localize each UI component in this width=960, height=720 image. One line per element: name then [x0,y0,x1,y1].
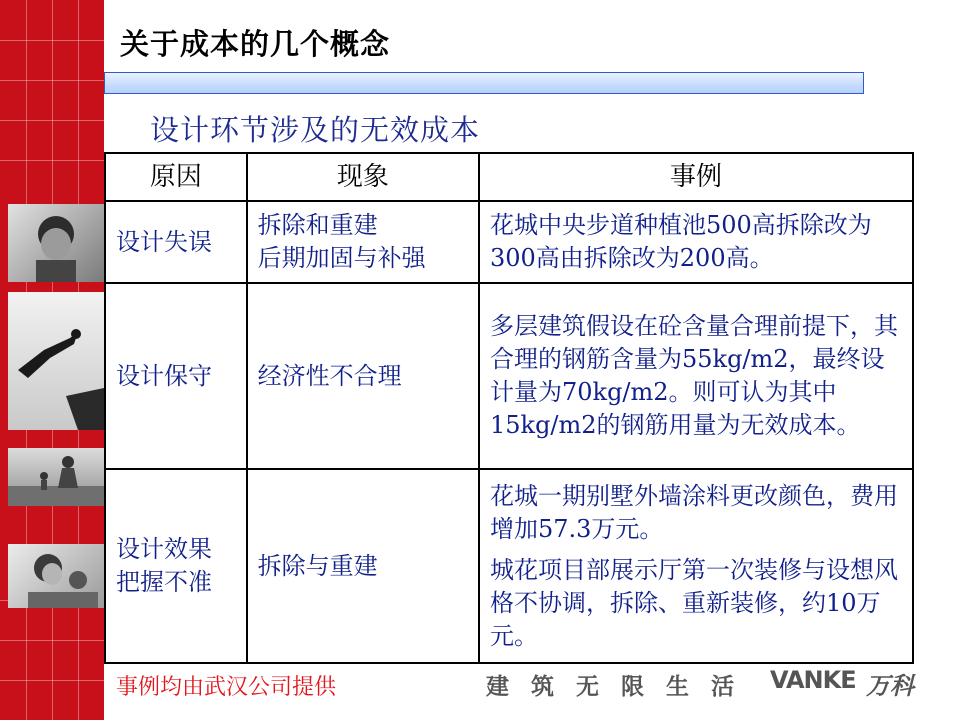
example-text: 花城一期别墅外墙涂料更改颜色，费用增加57.3万元。 [489,481,898,543]
cell-cause: 设计保守 [105,283,247,469]
photo-diver [8,292,104,430]
example-text: 花城中央步道种植池500高拆除改为300高由拆除改为200高。 [489,211,872,272]
cell-phenomenon [247,469,479,663]
header-example: 事例 [479,153,913,201]
vanke-logo-cn: 万科 [866,672,914,700]
cell-phenomenon [247,283,479,469]
table-header-row [105,153,913,201]
cell-cause: 设计失误 [105,201,247,283]
section-subtitle: 设计环节涉及的无效成本 [150,113,481,147]
cell-cause: 设计效果把握不准 [105,469,247,663]
cost-table [104,152,914,664]
cell-example [479,283,913,469]
phenomenon-line: 拆除和重建 [257,211,378,239]
header-cause: 原因 [105,153,247,201]
page-title: 关于成本的几个概念 [120,27,391,61]
photo-family [8,448,104,506]
cell-example [479,201,913,283]
phenomenon-line: 经济性不合理 [257,361,402,390]
footer-note: 事例均由武汉公司提供 [116,675,337,700]
table-row [105,201,913,283]
red-sidebar [0,0,104,720]
cell-phenomenon [247,201,479,283]
title-underline-bar [104,72,864,94]
phenomenon-line: 后期加固与补强 [257,244,426,272]
photo-child [8,204,104,282]
example-text: 城花项目部展示厅第一次装修与设想风格不协调，拆除、重新装修，约10万元。 [489,555,898,650]
table-row [105,469,913,663]
vanke-logo: VANKE [770,666,856,694]
header-phenomenon: 现象 [247,153,479,201]
cell-example [479,469,913,663]
table-row [105,283,913,469]
brand-slogan: 建筑无限生活 [486,674,756,700]
phenomenon-line: 拆除与重建 [257,551,378,580]
example-text: 多层建筑假设在砼含量合理前提下，其合理的钢筋含量为55kg/m2，最终设计量为70kg/m2。则可认为其中15kg/m2的钢筋用量为无效成本。 [489,312,898,439]
photo-mother-child [8,544,104,608]
